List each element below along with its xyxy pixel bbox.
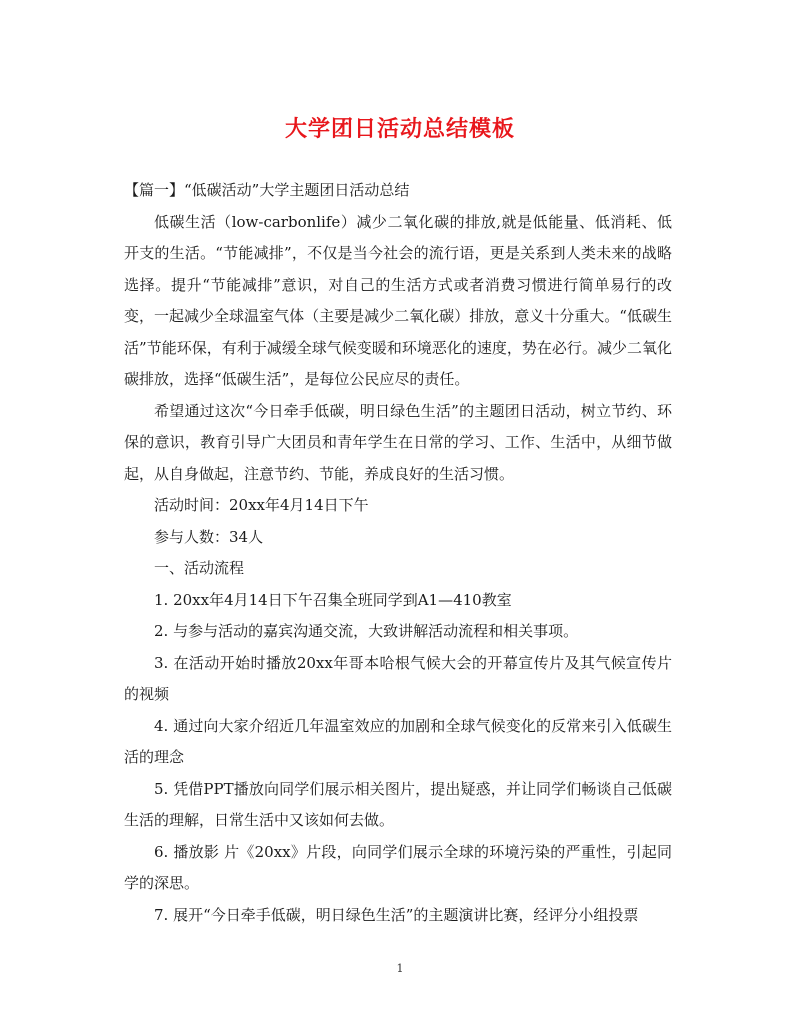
list-item: 7. 展开“今日牵手低碳，明日绿色生活”的主题演讲比赛，经评分小组投票 [154,905,639,924]
list-item: 6. 播放影 片《20xx》片段，向同学们展示全球的环境污染的严重性，引起同学的深思。 [124,842,672,892]
page-number: 1 [396,962,404,975]
list-item: 1. 20xx年4月14日下午召集全班同学到A1—410教室 [154,590,512,609]
list-item: 4. 通过向大家介绍近几年温室效应的加剧和全球气候变化的反常来引入低碳生活的理念 [124,716,672,766]
participant-count: 参与人数：34人 [154,527,264,546]
document-body [124,175,672,931]
paragraph: 低碳生活（low-carbonlife）减少二氧化碳的排放,就是低能量、低消耗、低开支的生活。“节能减排”，不仅是当今社会的流行语，更是关系到人类未来的战略选择。提升“节能减排”意识，对自己的生活方式或者消费习惯进行简单易行的改变，一起减少全球温室气体（主要是减少二氧化碳）排放，意义十分重大。“低碳生活”节能环保，有利于减缓全球气候变暖和环境恶化的速度，势在必行。减少二氧化碳排放，选择“低碳生活”，是每位公民应尽的责任。 [124,212,672,388]
list-item: 3. 在活动开始时播放20xx年哥本哈根气候大会的开幕宣传片及其气候宣传片的视频 [124,653,672,703]
subheading: 一、活动流程 [154,559,245,577]
list-item: 5. 凭借PPT播放向同学们展示相关图片，提出疑惑，并让同学们畅谈自己低碳生活的理解，日常生活中又该如何去做。 [124,779,672,829]
paragraph: 希望通过这次“今日牵手低碳，明日绿色生活”的主题团日活动，树立节约、环保的意识，教育引导广大团员和青年学生在日常的学习、工作、生活中，从细节做起，从自身做起，注意节约、节能，养成良好的生活习惯。 [124,401,672,483]
activity-time: 活动时间：20xx年4月14日下午 [154,496,369,514]
section-heading: 【篇一】“低碳活动”大学主题团日活动总结 [124,181,410,199]
document-title: 大学团日活动总结模板 [284,116,515,142]
list-item: 2. 与参与活动的嘉宾沟通交流，大致讲解活动流程和相关事项。 [154,622,579,640]
